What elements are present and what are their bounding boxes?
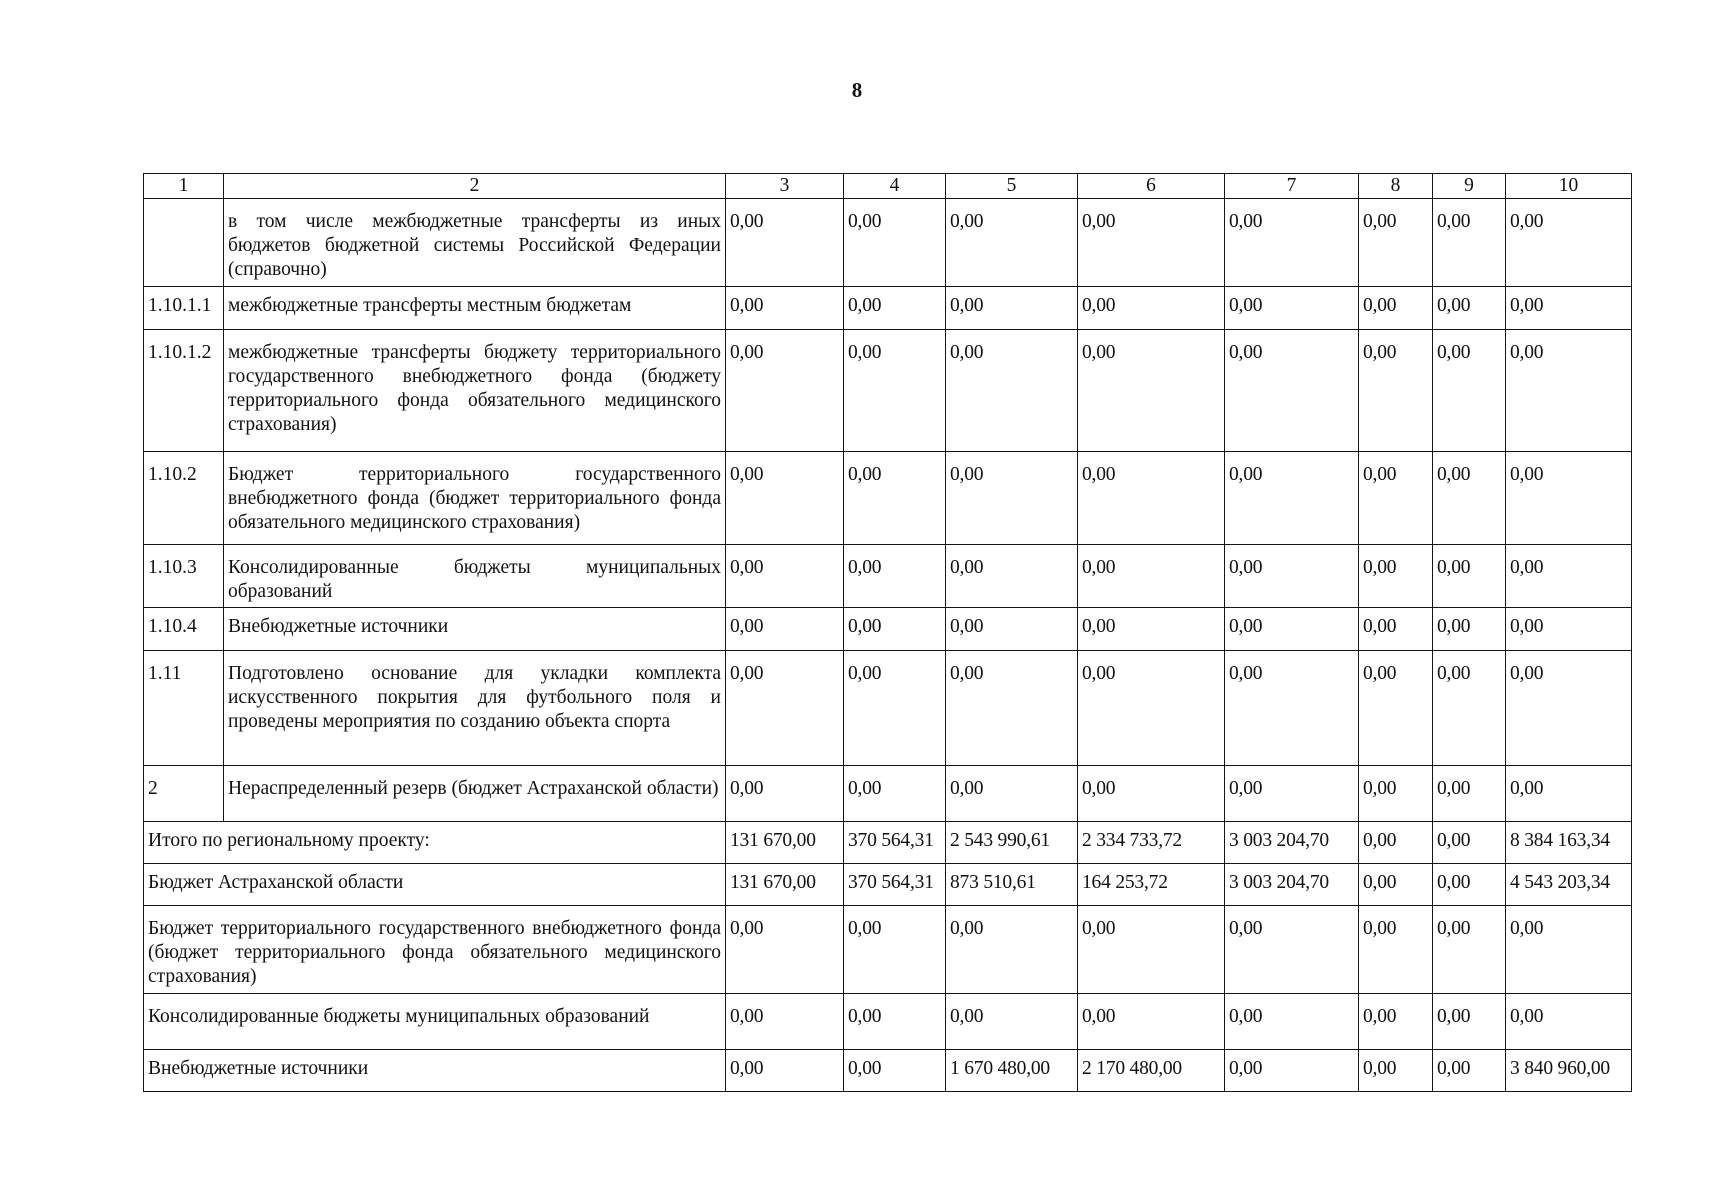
total-value-cell: 0,00 <box>844 1050 946 1092</box>
column-number-header-row <box>144 174 1632 199</box>
value-cell: 0,00 <box>1433 287 1506 330</box>
row-description: Внебюджетные источники <box>224 608 726 651</box>
value-cell: 0,00 <box>844 545 946 608</box>
value-cell: 0,00 <box>844 287 946 330</box>
total-value-cell: 0,00 <box>1506 906 1632 994</box>
value-cell: 0,00 <box>946 199 1078 287</box>
value-cell: 0,00 <box>1225 545 1359 608</box>
value-cell: 0,00 <box>1225 608 1359 651</box>
total-value-cell: 3 840 960,00 <box>1506 1050 1632 1092</box>
total-value-cell: 4 543 203,34 <box>1506 864 1632 906</box>
total-row-label: Бюджет Астраханской области <box>144 864 726 906</box>
total-value-cell: 0,00 <box>726 906 844 994</box>
table-row <box>144 452 1632 545</box>
value-cell: 0,00 <box>1506 199 1632 287</box>
total-value-cell: 0,00 <box>1433 906 1506 994</box>
total-value-cell: 0,00 <box>946 906 1078 994</box>
total-value-cell: 0,00 <box>1433 822 1506 864</box>
row-code <box>144 199 224 287</box>
page-number: 8 <box>851 78 863 102</box>
value-cell: 0,00 <box>1078 651 1225 766</box>
row-description: Консолидированные бюджеты муниципальных образований <box>224 545 726 608</box>
value-cell: 0,00 <box>1433 651 1506 766</box>
value-cell: 0,00 <box>946 330 1078 452</box>
value-cell: 0,00 <box>1078 608 1225 651</box>
value-cell: 0,00 <box>1433 199 1506 287</box>
total-value-cell: 0,00 <box>844 994 946 1050</box>
value-cell: 0,00 <box>1359 651 1433 766</box>
value-cell: 0,00 <box>946 608 1078 651</box>
total-value-cell: 2 334 733,72 <box>1078 822 1225 864</box>
value-cell: 0,00 <box>844 452 946 545</box>
row-code: 1.10.3 <box>144 545 224 608</box>
total-value-cell: 3 003 204,70 <box>1225 822 1359 864</box>
value-cell: 0,00 <box>1506 287 1632 330</box>
value-cell: 0,00 <box>946 766 1078 822</box>
value-cell: 0,00 <box>1433 766 1506 822</box>
column-number-header: 9 <box>1433 174 1506 199</box>
value-cell: 0,00 <box>1359 452 1433 545</box>
total-row <box>144 864 1632 906</box>
value-cell: 0,00 <box>726 330 844 452</box>
total-value-cell: 164 253,72 <box>1078 864 1225 906</box>
total-value-cell: 2 543 990,61 <box>946 822 1078 864</box>
total-value-cell: 0,00 <box>1506 994 1632 1050</box>
value-cell: 0,00 <box>726 545 844 608</box>
total-row-label: Бюджет территориального государственного внебюджетного фонда (бюджет территориального фонда обязательного медицинского страхования) <box>144 906 726 994</box>
total-value-cell: 3 003 204,70 <box>1225 864 1359 906</box>
total-row-label: Итого по региональному проекту: <box>144 822 726 864</box>
column-number-header: 7 <box>1225 174 1359 199</box>
row-description: Подготовлено основание для укладки комплекта искусственного покрытия для футбольного поля и проведены мероприятия по созданию объекта спорта <box>224 651 726 766</box>
total-value-cell: 0,00 <box>1359 1050 1433 1092</box>
row-description: в том числе межбюджетные трансферты из иных бюджетов бюджетной системы Российской Федерации (справочно) <box>224 199 726 287</box>
column-number-header: 1 <box>144 174 224 199</box>
total-value-cell: 0,00 <box>1433 864 1506 906</box>
value-cell: 0,00 <box>726 766 844 822</box>
value-cell: 0,00 <box>946 651 1078 766</box>
value-cell: 0,00 <box>1359 766 1433 822</box>
value-cell: 0,00 <box>1506 651 1632 766</box>
total-value-cell: 0,00 <box>844 906 946 994</box>
total-value-cell: 0,00 <box>1433 1050 1506 1092</box>
value-cell: 0,00 <box>726 608 844 651</box>
value-cell: 0,00 <box>1078 330 1225 452</box>
value-cell: 0,00 <box>726 651 844 766</box>
value-cell: 0,00 <box>1078 287 1225 330</box>
total-value-cell: 873 510,61 <box>946 864 1078 906</box>
value-cell: 0,00 <box>1359 330 1433 452</box>
total-value-cell: 131 670,00 <box>726 864 844 906</box>
value-cell: 0,00 <box>1359 287 1433 330</box>
value-cell: 0,00 <box>1225 651 1359 766</box>
row-code: 1.10.1.1 <box>144 287 224 330</box>
value-cell: 0,00 <box>726 199 844 287</box>
table-row <box>144 545 1632 608</box>
total-row-label: Консолидированные бюджеты муниципальных образований <box>144 994 726 1050</box>
value-cell: 0,00 <box>844 766 946 822</box>
value-cell: 0,00 <box>1506 545 1632 608</box>
value-cell: 0,00 <box>946 287 1078 330</box>
value-cell: 0,00 <box>1225 452 1359 545</box>
total-value-cell: 0,00 <box>1078 906 1225 994</box>
value-cell: 0,00 <box>1078 766 1225 822</box>
row-code: 1.11 <box>144 651 224 766</box>
total-value-cell: 0,00 <box>726 1050 844 1092</box>
value-cell: 0,00 <box>1359 608 1433 651</box>
value-cell: 0,00 <box>1225 766 1359 822</box>
total-value-cell: 0,00 <box>1359 864 1433 906</box>
total-row <box>144 822 1632 864</box>
total-value-cell: 370 564,31 <box>844 822 946 864</box>
total-value-cell: 0,00 <box>1433 994 1506 1050</box>
row-code: 1.10.2 <box>144 452 224 545</box>
value-cell: 0,00 <box>1433 608 1506 651</box>
value-cell: 0,00 <box>1506 452 1632 545</box>
value-cell: 0,00 <box>1078 199 1225 287</box>
total-row <box>144 906 1632 994</box>
value-cell: 0,00 <box>1506 330 1632 452</box>
total-value-cell: 0,00 <box>1359 906 1433 994</box>
column-number-header: 8 <box>1359 174 1433 199</box>
value-cell: 0,00 <box>844 199 946 287</box>
column-number-header: 6 <box>1078 174 1225 199</box>
row-description: Бюджет территориального государственного внебюджетного фонда (бюджет территориального фонда обязательного медицинского страхования) <box>224 452 726 545</box>
value-cell: 0,00 <box>946 452 1078 545</box>
total-value-cell: 2 170 480,00 <box>1078 1050 1225 1092</box>
total-value-cell: 0,00 <box>1225 994 1359 1050</box>
row-description: Нераспределенный резерв (бюджет Астраханской области) <box>224 766 726 822</box>
total-value-cell: 1 670 480,00 <box>946 1050 1078 1092</box>
value-cell: 0,00 <box>1225 330 1359 452</box>
value-cell: 0,00 <box>1078 545 1225 608</box>
value-cell: 0,00 <box>1433 330 1506 452</box>
value-cell: 0,00 <box>1506 608 1632 651</box>
row-description: межбюджетные трансферты бюджету территориального государственного внебюджетного фонда (бюджету территориального фонда обязательного медицинского страхования) <box>224 330 726 452</box>
table-row <box>144 766 1632 822</box>
total-row <box>144 994 1632 1050</box>
budget-table <box>143 173 1632 1092</box>
row-code: 2 <box>144 766 224 822</box>
table-row <box>144 608 1632 651</box>
total-value-cell: 8 384 163,34 <box>1506 822 1632 864</box>
value-cell: 0,00 <box>1433 545 1506 608</box>
total-row <box>144 1050 1632 1092</box>
value-cell: 0,00 <box>946 545 1078 608</box>
total-value-cell: 0,00 <box>1359 994 1433 1050</box>
column-number-header: 3 <box>726 174 844 199</box>
total-value-cell: 131 670,00 <box>726 822 844 864</box>
total-value-cell: 0,00 <box>1225 1050 1359 1092</box>
total-value-cell: 0,00 <box>726 994 844 1050</box>
table-row <box>144 651 1632 766</box>
total-value-cell: 370 564,31 <box>844 864 946 906</box>
total-value-cell: 0,00 <box>946 994 1078 1050</box>
value-cell: 0,00 <box>844 651 946 766</box>
value-cell: 0,00 <box>1506 766 1632 822</box>
table-row <box>144 199 1632 287</box>
column-number-header: 2 <box>224 174 726 199</box>
total-value-cell: 0,00 <box>1078 994 1225 1050</box>
row-code: 1.10.4 <box>144 608 224 651</box>
total-value-cell: 0,00 <box>1225 906 1359 994</box>
column-number-header: 10 <box>1506 174 1632 199</box>
value-cell: 0,00 <box>1078 452 1225 545</box>
total-value-cell: 0,00 <box>1359 822 1433 864</box>
row-description: межбюджетные трансферты местным бюджетам <box>224 287 726 330</box>
table-row <box>144 287 1632 330</box>
value-cell: 0,00 <box>726 452 844 545</box>
value-cell: 0,00 <box>1359 545 1433 608</box>
total-row-label: Внебюджетные источники <box>144 1050 726 1092</box>
column-number-header: 4 <box>844 174 946 199</box>
value-cell: 0,00 <box>1359 199 1433 287</box>
column-number-header: 5 <box>946 174 1078 199</box>
value-cell: 0,00 <box>1225 287 1359 330</box>
value-cell: 0,00 <box>844 608 946 651</box>
value-cell: 0,00 <box>1225 199 1359 287</box>
value-cell: 0,00 <box>844 330 946 452</box>
row-code: 1.10.1.2 <box>144 330 224 452</box>
value-cell: 0,00 <box>1433 452 1506 545</box>
value-cell: 0,00 <box>726 287 844 330</box>
table-row <box>144 330 1632 452</box>
